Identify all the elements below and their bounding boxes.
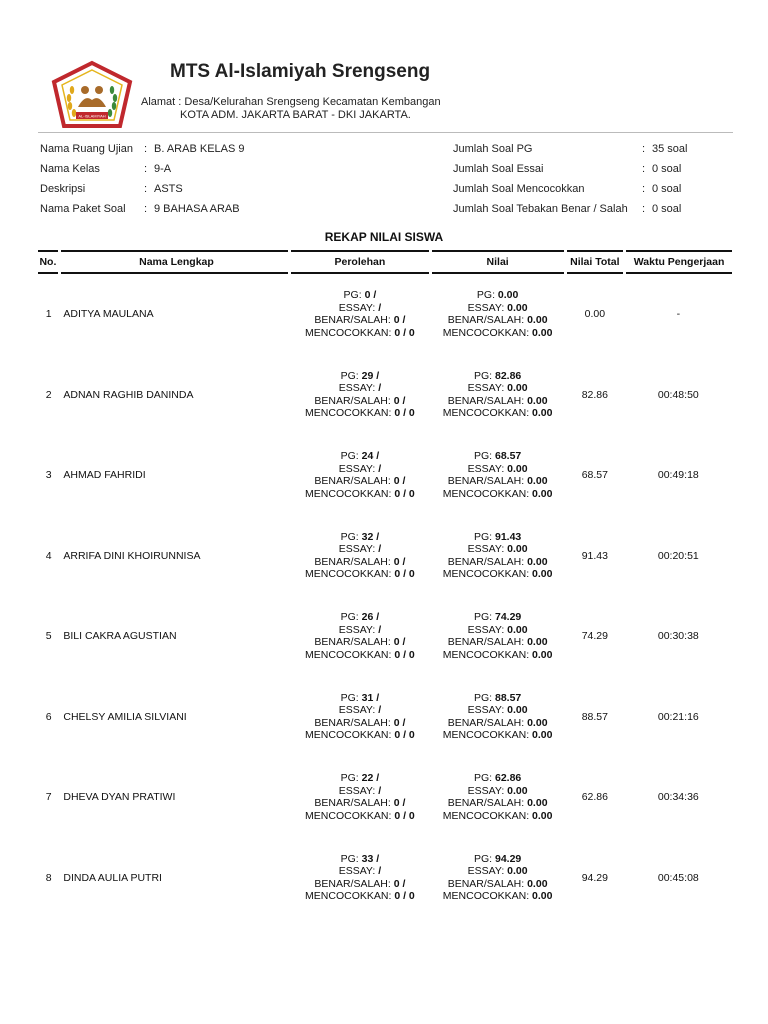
cell-nilai: PG: 68.57 ESSAY: 0.00 BENAR/SALAH: 0.00 MENCOCOKKAN: 0.00 <box>442 450 553 500</box>
cell-value: 82.86 <box>495 369 522 382</box>
cell-nilai: PG: 82.86 ESSAY: 0.00 BENAR/SALAH: 0.00 MENCOCOKKAN: 0.00 <box>442 369 553 420</box>
table-row <box>38 435 732 516</box>
cell-name: ARRIFA DINI KHOIRUNNISA <box>63 549 201 562</box>
cell-perolehan: PG: 24 / ESSAY: / BENAR/SALAH: 0 / MENCOCOKKAN: 0 / 0 <box>305 450 415 500</box>
score-table <box>38 250 732 918</box>
cell-total: 0.00 <box>584 308 606 321</box>
cell-value: 0.00 <box>527 394 548 407</box>
info-label: Nama Paket Soal <box>40 203 126 215</box>
cell-value: / <box>378 784 382 797</box>
info-value: B. ARAB KELAS 9 <box>154 143 245 155</box>
cell-time: 00:34:36 <box>657 791 699 804</box>
cell-perolehan: PG: 26 / ESSAY: / BENAR/SALAH: 0 / MENCOCOKKAN: 0 / 0 <box>305 611 415 661</box>
cell-value: 0.00 <box>532 648 553 661</box>
cell-time: 00:49:18 <box>657 469 699 482</box>
cell-name: DINDA AULIA PUTRI <box>63 871 162 884</box>
cell-perolehan: PG: 32 / ESSAY: / BENAR/SALAH: 0 / MENCOCOKKAN: 0 / 0 <box>305 530 415 581</box>
cell-value: 0 / <box>393 877 406 890</box>
table-row <box>38 355 732 436</box>
col-header-nilai: Nilai <box>430 251 565 273</box>
school-logo <box>50 60 134 132</box>
cell-value: 0 / 0 <box>394 487 415 500</box>
info-value: 0 soal <box>652 203 682 215</box>
info-label: Jumlah Soal PG <box>453 143 533 155</box>
cell-no: 8 <box>45 871 52 884</box>
info-label: Nama Kelas <box>40 163 100 175</box>
cell-total: 74.29 <box>581 630 608 643</box>
cell-value: 24 / <box>361 450 380 463</box>
cell-value: 0 / <box>393 314 406 327</box>
cell-value: 0.00 <box>527 314 548 327</box>
cell-time: 00:45:08 <box>657 871 699 884</box>
cell-value: 0.00 <box>497 289 519 302</box>
cell-value: 0.00 <box>532 568 553 581</box>
cell-value: 0.00 <box>532 326 553 339</box>
cell-time: 00:21:16 <box>657 710 699 723</box>
cell-name: DHEVA DYAN PRATIWI <box>63 791 176 804</box>
cell-value: 0.00 <box>507 382 528 395</box>
cell-value: 31 / <box>361 691 380 704</box>
cell-value: 0.00 <box>527 636 548 649</box>
cell-nilai: PG: 62.86 ESSAY: 0.00 BENAR/SALAH: 0.00 MENCOCOKKAN: 0.00 <box>442 772 553 822</box>
table-row <box>38 838 732 919</box>
cell-value: 26 / <box>361 611 380 624</box>
cell-perolehan: PG: 29 / ESSAY: / BENAR/SALAH: 0 / MENCOCOKKAN: 0 / 0 <box>305 369 415 420</box>
cell-value: 0 / <box>393 797 406 810</box>
col-header-total: Nilai Total <box>565 251 625 273</box>
cell-no: 6 <box>45 710 52 723</box>
cell-value: 74.29 <box>495 611 522 624</box>
cell-value: 0 / <box>393 475 406 488</box>
cell-name: ADITYA MAULANA <box>63 308 154 321</box>
svg-text:AL-ISLAMIYAH: AL-ISLAMIYAH <box>78 113 106 119</box>
info-label: Jumlah Soal Mencocokkan <box>453 183 585 195</box>
cell-value: 0.00 <box>507 784 528 797</box>
cell-value: 0 / 0 <box>394 407 415 420</box>
cell-time: 00:20:51 <box>657 549 699 562</box>
cell-value: 0.00 <box>507 543 528 556</box>
col-header-time: Waktu Pengerjaan <box>625 251 732 273</box>
cell-name: CHELSY AMILIA SILVIANI <box>63 710 187 723</box>
cell-value: 0.00 <box>527 716 548 729</box>
cell-value: 0.00 <box>532 407 553 420</box>
info-value: ASTS <box>154 183 183 195</box>
cell-value: / <box>378 543 382 556</box>
cell-value: 0 / <box>393 555 406 568</box>
table-row <box>38 273 732 355</box>
col-header-name: Nama Lengkap <box>59 251 289 273</box>
cell-no: 5 <box>45 630 52 643</box>
cell-name: ADNAN RAGHIB DANINDA <box>63 388 194 401</box>
cell-value: 68.57 <box>495 450 522 463</box>
table-header-row <box>38 251 732 273</box>
header-divider <box>38 132 733 133</box>
cell-value: 62.86 <box>495 772 522 785</box>
cell-value: / <box>378 623 382 636</box>
cell-value: 0 / <box>364 289 377 302</box>
cell-value: 0.00 <box>527 797 548 810</box>
cell-value: 0.00 <box>527 475 548 488</box>
info-value: 0 soal <box>652 163 682 175</box>
info-value: 35 soal <box>652 143 688 155</box>
info-value: 9 BAHASA ARAB <box>154 203 240 215</box>
cell-value: 0.00 <box>532 729 553 742</box>
cell-value: 0.00 <box>532 809 553 822</box>
cell-no: 2 <box>45 388 52 401</box>
cell-value: 33 / <box>361 852 380 865</box>
cell-name: BILI CAKRA AGUSTIAN <box>63 630 177 643</box>
info-value: 9-A <box>154 163 172 175</box>
cell-nilai: PG: 0.00 ESSAY: 0.00 BENAR/SALAH: 0.00 MENCOCOKKAN: 0.00 <box>442 289 553 339</box>
cell-value: 0.00 <box>507 462 528 475</box>
info-label: Jumlah Soal Essai <box>453 163 544 175</box>
cell-total: 91.43 <box>581 549 608 562</box>
cell-no: 7 <box>45 791 52 804</box>
address-line-1: Alamat : Desa/Kelurahan Srengseng Kecamatan Kembangan <box>141 96 441 108</box>
cell-value: 91.43 <box>495 530 522 543</box>
table-row <box>38 677 732 758</box>
info-value: 0 soal <box>652 183 682 195</box>
cell-total: 68.57 <box>581 469 608 482</box>
cell-perolehan: PG: 31 / ESSAY: / BENAR/SALAH: 0 / MENCOCOKKAN: 0 / 0 <box>305 691 415 742</box>
section-title: REKAP NILAI SISWA <box>324 230 444 244</box>
cell-value: 0 / 0 <box>394 729 415 742</box>
cell-name: AHMAD FAHRIDI <box>63 469 146 482</box>
info-label: Deskripsi <box>40 183 86 195</box>
cell-total: 94.29 <box>581 871 608 884</box>
cell-nilai: PG: 91.43 ESSAY: 0.00 BENAR/SALAH: 0.00 MENCOCOKKAN: 0.00 <box>442 530 553 581</box>
cell-total: 82.86 <box>581 388 608 401</box>
cell-value: / <box>378 382 382 395</box>
col-header-no: No. <box>38 251 59 273</box>
cell-value: 88.57 <box>495 691 522 704</box>
cell-total: 88.57 <box>581 710 608 723</box>
cell-nilai: PG: 94.29 ESSAY: 0.00 BENAR/SALAH: 0.00 MENCOCOKKAN: 0.00 <box>442 852 553 903</box>
cell-value: 0.00 <box>532 487 553 500</box>
cell-perolehan: PG: 33 / ESSAY: / BENAR/SALAH: 0 / MENCOCOKKAN: 0 / 0 <box>305 852 415 903</box>
cell-time: 00:30:38 <box>657 630 699 643</box>
address-line-2: KOTA ADM. JAKARTA BARAT - DKI JAKARTA. <box>180 109 411 121</box>
cell-value: 0.00 <box>507 704 528 717</box>
cell-value: 0.00 <box>507 301 528 314</box>
info-label: Jumlah Soal Tebakan Benar / Salah <box>453 203 628 215</box>
cell-value: / <box>378 462 382 475</box>
cell-no: 4 <box>45 549 52 562</box>
cell-perolehan: PG: 0 / ESSAY: / BENAR/SALAH: 0 / MENCOCOKKAN: 0 / 0 <box>305 289 415 339</box>
cell-value: 0 / 0 <box>394 326 415 339</box>
cell-perolehan: PG: 22 / ESSAY: / BENAR/SALAH: 0 / MENCOCOKKAN: 0 / 0 <box>305 772 415 822</box>
info-label: Nama Ruang Ujian <box>40 143 133 155</box>
table-row <box>38 516 732 597</box>
cell-value: 0 / <box>393 716 406 729</box>
cell-value: 0.00 <box>527 877 548 890</box>
cell-value: 94.29 <box>495 852 522 865</box>
cell-value: 0 / <box>393 636 406 649</box>
cell-value: / <box>378 301 382 314</box>
cell-value: 0.00 <box>527 555 548 568</box>
cell-value: 0.00 <box>507 865 528 878</box>
school-name: MTS Al-Islamiyah Srengseng <box>170 61 431 82</box>
cell-no: 1 <box>45 308 52 321</box>
cell-value: 0 / 0 <box>394 890 415 903</box>
cell-value: 29 / <box>361 369 380 382</box>
cell-total: 62.86 <box>581 791 608 804</box>
cell-value: 0 / <box>393 394 406 407</box>
cell-value: / <box>378 865 382 878</box>
cell-time: 00:48:50 <box>657 388 699 401</box>
table-row <box>38 757 732 838</box>
cell-value: 32 / <box>361 530 380 543</box>
cell-value: 22 / <box>361 772 380 785</box>
cell-value: 0.00 <box>532 890 553 903</box>
cell-value: 0.00 <box>507 623 528 636</box>
table-row <box>38 596 732 677</box>
cell-value: 0 / 0 <box>394 568 415 581</box>
cell-nilai: PG: 88.57 ESSAY: 0.00 BENAR/SALAH: 0.00 MENCOCOKKAN: 0.00 <box>442 691 553 742</box>
cell-nilai: PG: 74.29 ESSAY: 0.00 BENAR/SALAH: 0.00 MENCOCOKKAN: 0.00 <box>442 611 553 661</box>
col-header-perolehan: Perolehan <box>290 251 431 273</box>
cell-value: 0 / 0 <box>394 648 415 661</box>
cell-time: - <box>676 308 681 321</box>
cell-value: / <box>378 704 382 717</box>
cell-value: 0 / 0 <box>394 809 415 822</box>
cell-no: 3 <box>45 469 52 482</box>
